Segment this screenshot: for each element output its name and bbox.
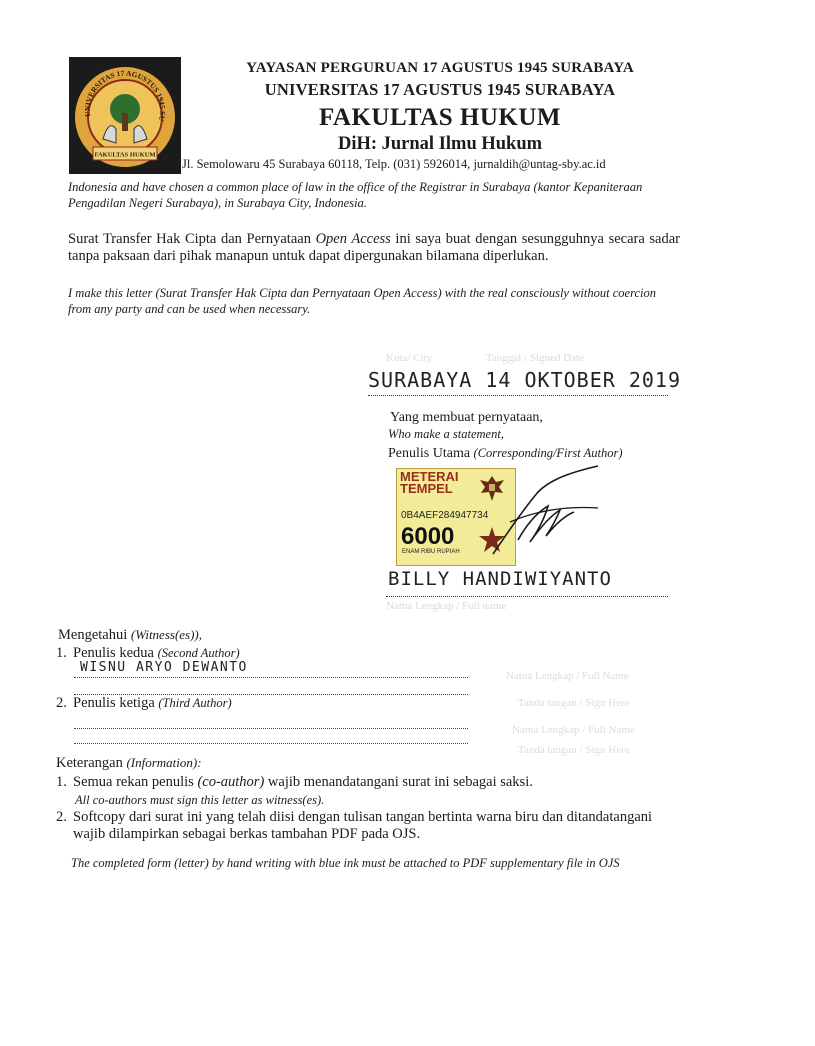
faint-witness-sign-label-2: Tanda tangan / Sign Here — [518, 744, 630, 756]
third-author-label — [56, 695, 232, 712]
statement-text: Surat Transfer Hak Cipta dan Pernyataan — [68, 231, 316, 247]
list-number: 1. — [56, 645, 67, 661]
place-date-dotted-line — [368, 395, 668, 396]
logo-ring-text: UNIVERSITAS 17 AGUSTUS 1945 SU — [82, 68, 168, 122]
information-item-1-english: All co-authors must sign this letter as witness(es). — [75, 793, 325, 807]
second-author-label-text: Penulis kedua — [73, 645, 158, 661]
first-author-label-text: Penulis Utama — [388, 446, 474, 461]
witness-heading-english: (Witness(es)), — [130, 627, 203, 642]
intro-paragraph: Indonesia and have chosen a common place of law in the office of the Registrar in Surabaya (kantor Kepaniteraan Pengadilan Negeri Surabaya), in Surabaya City, Indonesia. — [68, 180, 643, 210]
information-item-1-text: Semua rekan penulis — [73, 774, 198, 790]
second-author-dotted-line — [74, 677, 468, 678]
information-item-2-text: Softcopy dari surat ini yang telah diisi dengan tulisan tangan bertinta warna biru dan ditandatangani wajib dilampirkan sebagai berkas tambahan PDF pada OJS. — [73, 809, 653, 842]
faint-date-label: Tanggal / Signed Date — [486, 352, 584, 364]
university-seal-icon — [69, 57, 181, 174]
information-item-1-coauthor: (co-author) — [197, 774, 265, 790]
information-heading — [56, 755, 202, 772]
information-item-2 — [56, 809, 666, 843]
third-author-dotted-line — [74, 728, 468, 729]
statement-paragraph — [68, 231, 680, 265]
first-author-label — [388, 446, 623, 462]
third-author-label-english: (Third Author) — [158, 696, 232, 710]
stamp-title-line2: TEMPEL — [400, 481, 453, 496]
stamp-serial: 0B4AEF284947734 — [401, 510, 489, 521]
faint-witness-name-label-2: Nama Lengkap / Full Name — [512, 724, 635, 736]
university-logo — [69, 57, 181, 174]
witness-heading — [58, 627, 202, 644]
logo-banner-text: FAKULTAS HUKUM — [94, 151, 156, 159]
first-author-label-english: (Corresponding/First Author) — [473, 446, 623, 460]
third-author-label-text: Penulis ketiga — [73, 695, 159, 711]
list-number: 1. — [56, 774, 67, 790]
first-author-name-handwritten: BILLY HANDIWIYANTO — [388, 568, 612, 590]
faculty-name: FAKULTAS HUKUM — [319, 104, 561, 131]
statement-open-access: Open Access — [315, 231, 391, 247]
information-heading-text: Keterangan — [56, 755, 127, 771]
faint-witness-sign-label: Tanda tangan / Sign Here — [518, 697, 630, 709]
stamp-title-line1: METERAI — [400, 469, 459, 484]
faint-place-label: Kota/ City — [386, 352, 433, 364]
university-name: UNIVERSITAS 17 AGUSTUS 1945 SURABAYA — [264, 80, 616, 99]
list-number: 2. — [56, 695, 67, 711]
statement-maker-label-english: Who make a statement, — [388, 427, 504, 441]
second-author-label-english: (Second Author) — [157, 646, 240, 660]
second-author-name-handwritten: WISNU ARYO DEWANTO — [80, 660, 248, 675]
faint-full-name-label: Nama Lengkap / Full name — [386, 600, 507, 612]
witness-heading-text: Mengetahui — [58, 627, 131, 643]
information-item-2-english: The completed form (letter) by hand writing with blue ink must be attached to PDF supplementary file in OJS — [71, 856, 620, 870]
first-author-name-dotted-line — [386, 596, 668, 597]
faint-witness-name-label: Nama Lengkap / Full Name — [506, 670, 629, 682]
information-heading-english: (Information): — [126, 755, 202, 770]
information-item-1-rest: wajib menandatangani surat ini sebagai saksi. — [264, 774, 533, 790]
place-date-handwritten: SURABAYA 14 OKTOBER 2019 — [368, 368, 681, 392]
stamp-value: 6000 — [401, 523, 455, 550]
stamp-value-words: ENAM RIBU RUPIAH — [402, 549, 460, 555]
foundation-name: YAYASAN PERGURUAN 17 AGUSTUS 1945 SURABAYA — [246, 60, 634, 76]
third-author-sign-dotted-line — [74, 743, 468, 744]
first-author-signature — [398, 462, 618, 572]
statement-maker-label: Yang membuat pernyataan, — [390, 410, 543, 425]
statement-text-rest: ini saya buat dengan sesungguhnya secara sadar tanpa paksaan dari pihak manapun untuk dapat dipergunakan bilamana diperlukan. — [68, 231, 680, 264]
letterhead-address: Jl. Semolowaru 45 Surabaya 60118, Telp. (031) 5926014, jurnaldih@untag-sby.ac.id — [182, 157, 606, 171]
list-number: 2. — [56, 809, 67, 825]
journal-name: DiH: Jurnal Ilmu Hukum — [337, 134, 543, 154]
information-item-1 — [56, 774, 676, 791]
statement-paragraph-english: I make this letter (Surat Transfer Hak Cipta dan Pernyataan Open Access) with the real consciously without coercion from any party and can be used when necessary. — [68, 286, 656, 316]
